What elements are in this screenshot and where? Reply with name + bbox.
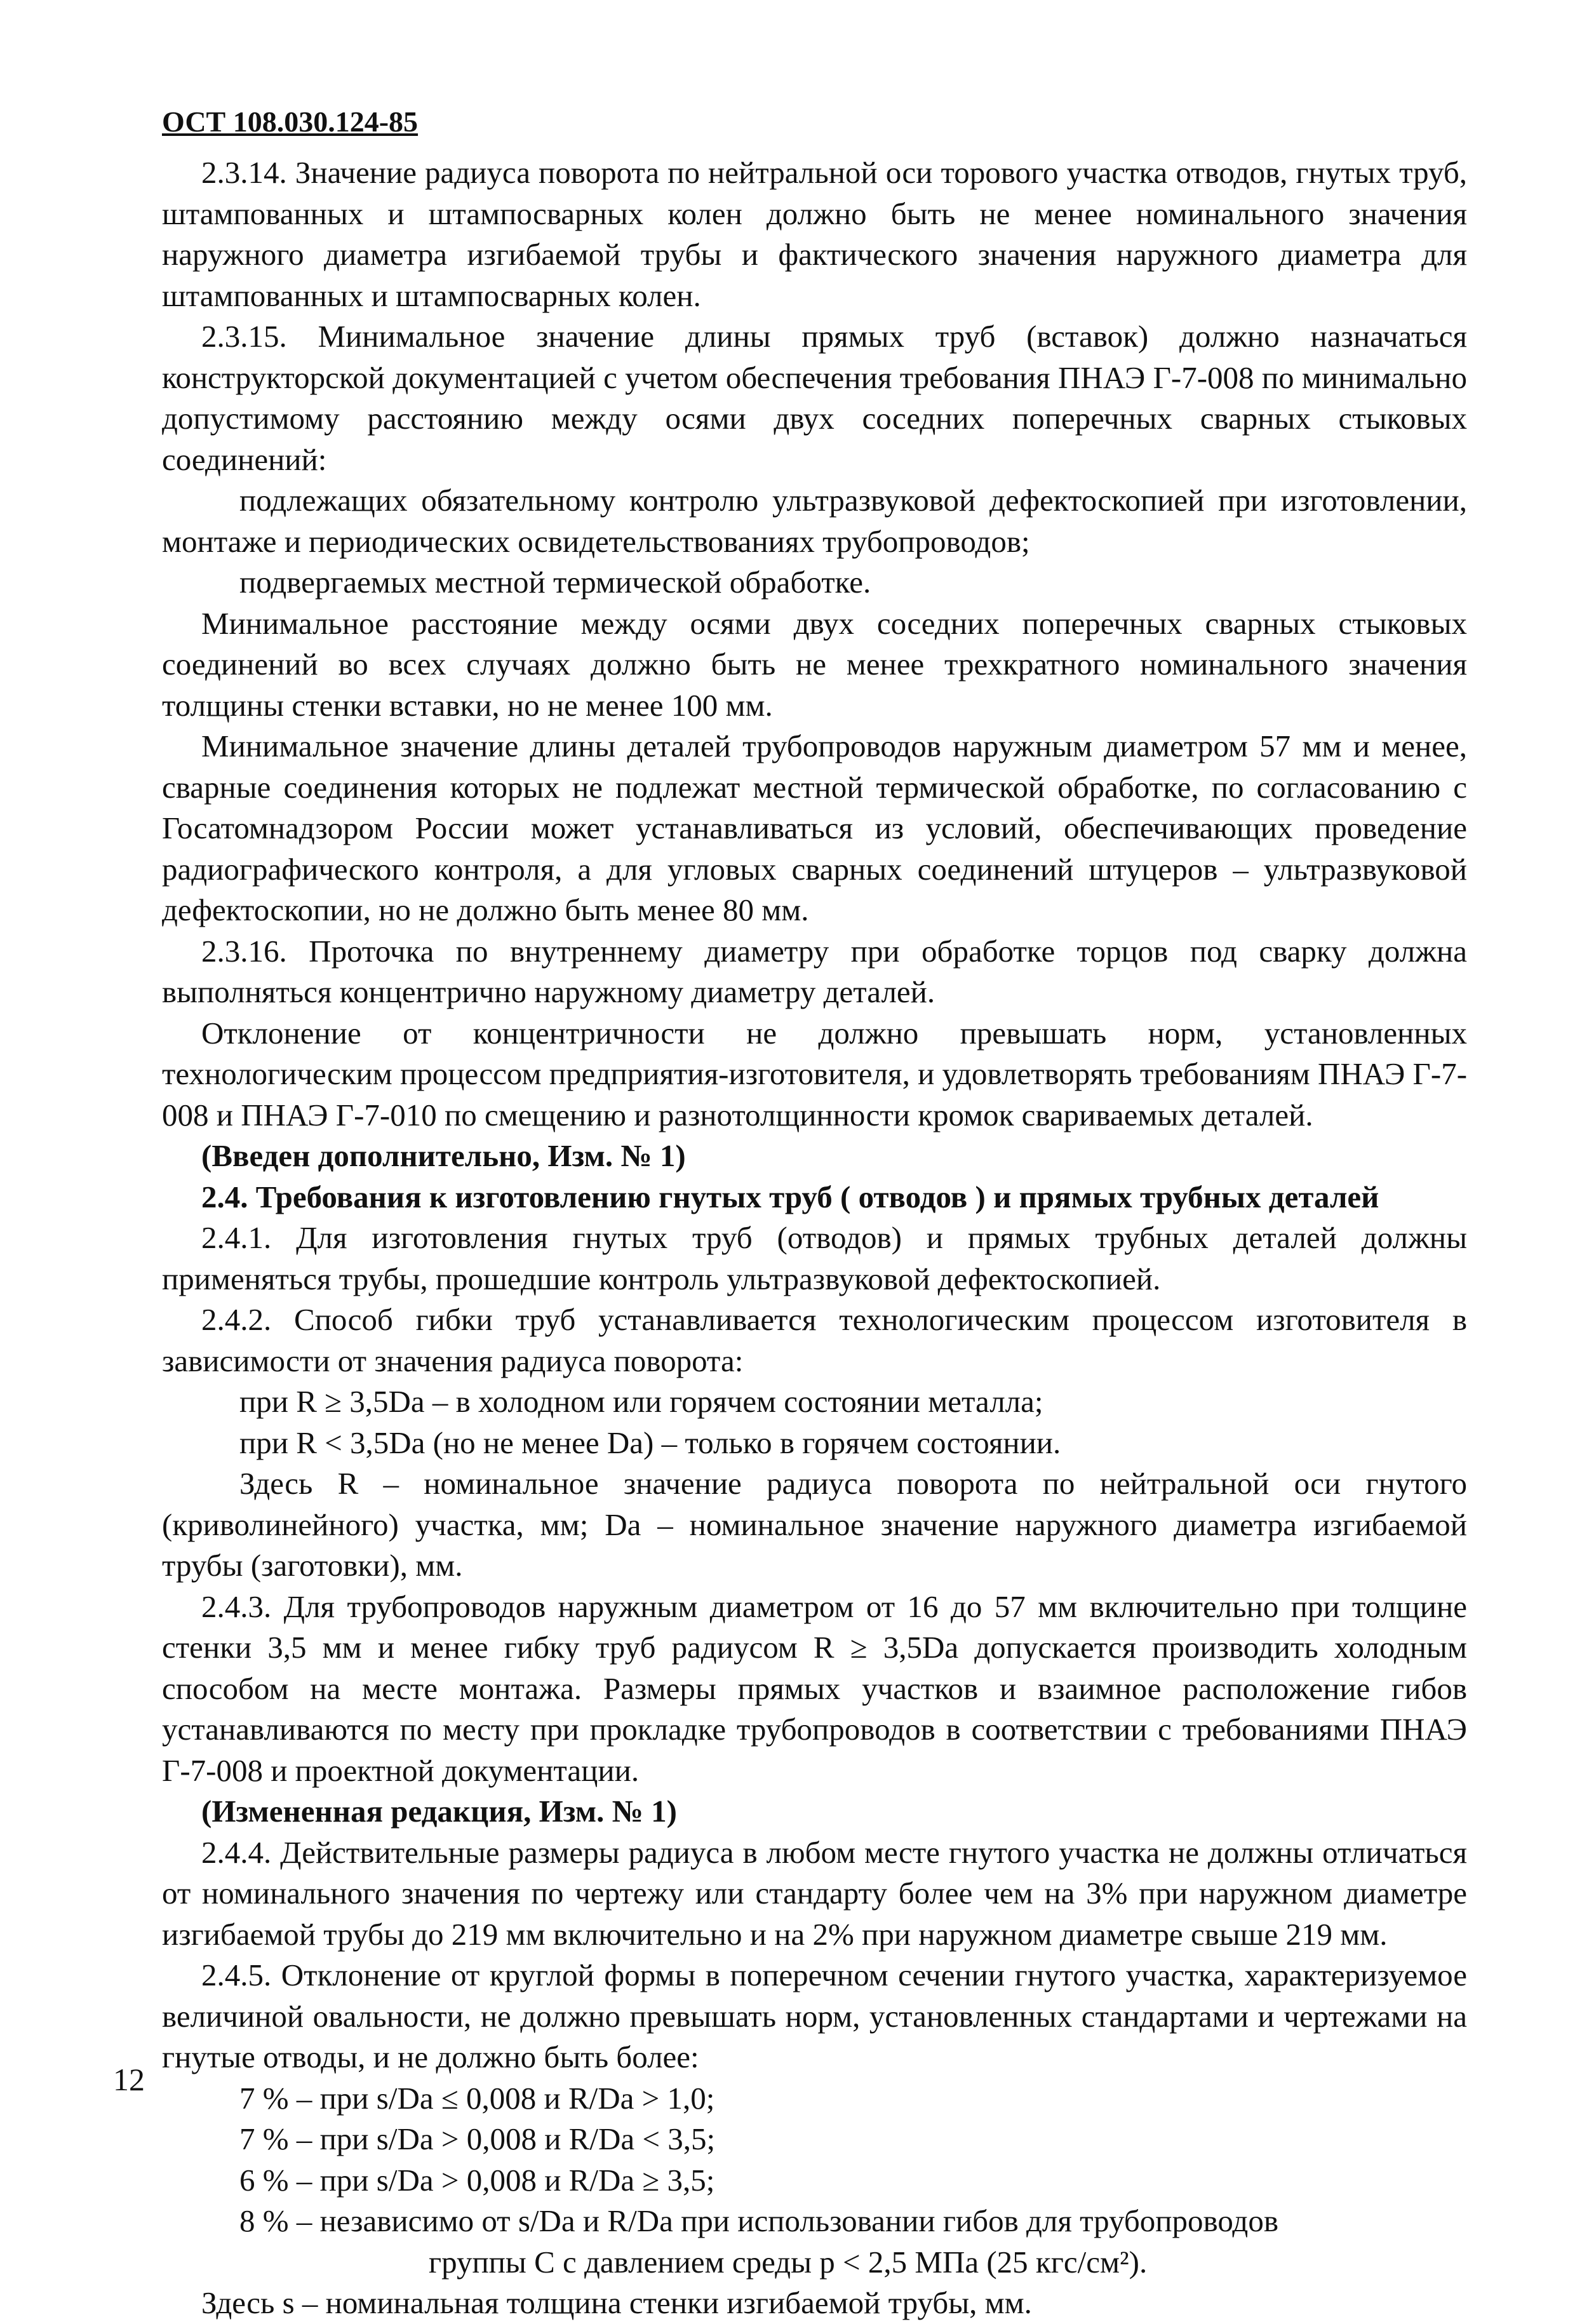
list-item: 7 % – при s/Da ≤ 0,008 и R/Da > 1,0;	[239, 2080, 715, 2116]
amendment-note: (Введен дополнительно, Изм. № 1)	[201, 1138, 686, 1173]
paragraph-2-3-16: 2.3.16. Проточка по внутреннему диаметру при обработке торцов под сварку должна выполняться концентрично наружному диаметру деталей.	[162, 933, 1467, 1009]
paragraph-2-4-3: 2.4.3. Для трубопроводов наружным диаметром от 16 до 57 мм включительно при толщине стенки 3,5 мм и менее гибку труб радиусом R ≥ 3,5Da допускается производить холодным способом на месте монтажа. Размеры прямых участков и взаимное расположение гибов устанавливаются по месту при прокладке трубопроводов в соответствии с требованиями ПНАЭ Г-7-008 и проектной документации.	[162, 1589, 1467, 1788]
section-heading-2-4: 2.4. Требования к изготовлению гнутых труб ( отводов ) и прямых трубных деталей	[201, 1179, 1379, 1214]
paragraph-2-3-14: 2.3.14. Значение радиуса поворота по нейтральной оси торового участка отводов, гнутых труб, штампованных и штампосварных колен должно быть не менее номинального значения наружного диаметра изгибаемой трубы и фактического значения наружного диаметра для штампованных и штампосварных колен.	[162, 155, 1467, 313]
paragraph-2-4-5: 2.4.5. Отклонение от круглой формы в поперечном сечении гнутого участка, характеризуемое величиной овальности, не должно превышать норм, установленных стандартами и чертежами на гнутые отводы, и не должно быть более:	[162, 1958, 1467, 2074]
definition-paragraph: Здесь s – номинальная толщина стенки изгибаемой трубы, мм.	[201, 2285, 1032, 2320]
paragraph-2-3-15: 2.3.15. Минимальное значение длины прямых труб (вставок) должно назначаться конструкторской документацией с учетом обеспечения требования ПНАЭ Г-7-008 по минимально допустимому расстоянию между осями двух соседних поперечных сварных стыковых соединений:	[162, 319, 1467, 477]
page-number: 12	[113, 2062, 145, 2097]
paragraph: Минимальное расстояние между осями двух соседних поперечных сварных стыковых соединений во всех случаях должно быть не менее трехкратного номинального значения толщины стенки вставки, но не менее 100 мм.	[162, 605, 1467, 723]
list-item: 7 % – при s/Da > 0,008 и R/Da < 3,5;	[239, 2121, 716, 2156]
paragraph-2-4-4: 2.4.4. Действительные размеры радиуса в любом месте гнутого участка не должны отличаться от номинального значения по чертежу или стандарту более чем на 3% при наружном диаметре изгибаемой трубы до 219 мм включительно и на 2% при наружном диаметре свыше 219 мм.	[162, 1834, 1467, 1952]
list-item: подлежащих обязательному контролю ультразвуковой дефектоскопией при изготовлении, монтаже и периодических освидетельствованиях трубопроводов;	[162, 483, 1467, 559]
amendment-note: (Измененная редакция, Изм. № 1)	[201, 1794, 677, 1829]
document-header: ОСТ 108.030.124-85	[162, 105, 419, 138]
paragraph: Минимальное значение длины деталей трубопроводов наружным диаметром 57 мм и менее, сварные соединения которых не подлежат местной термической обработке, по согласованию с Госатомнадзором России может устанавливаться из условий, обеспечивающих проведение радиографического контроля, а для угловых сварных соединений штуцеров – ультразвуковой дефектоскопии, но не должно быть менее 80 мм.	[162, 729, 1467, 927]
list-item: 6 % – при s/Da > 0,008 и R/Da ≥ 3,5;	[239, 2162, 715, 2198]
paragraph: Отклонение от концентричности не должно превышать норм, установленных технологическим процессом предприятия-изготовителя, и удовлетворять требованиям ПНАЭ Г-7-008 и ПНАЭ Г-7-010 по смещению и разнотолщинности кромок свариваемых деталей.	[162, 1015, 1468, 1132]
list-item: при R ≥ 3,5Da – в холодном или горячем состоянии металла;	[239, 1384, 1043, 1419]
paragraph-2-4-1: 2.4.1. Для изготовления гнутых труб (отводов) и прямых трубных деталей должны применяться трубы, прошедшие контроль ультразвуковой дефектоскопией.	[162, 1220, 1467, 1296]
definition-paragraph: Здесь R – номинальное значение радиуса поворота по нейтральной оси гнутого (криволинейного) участка, мм; Da – номинальное значение наружного диаметра изгибаемой трубы (заготовки), мм.	[162, 1466, 1467, 1583]
list-item-continuation: группы С с давлением среды p < 2,5 МПа (25 кгс/см²).	[429, 2244, 1148, 2280]
list-item: при R < 3,5Da (но не менее Da) – только в горячем состоянии.	[239, 1425, 1061, 1460]
paragraph-2-4-2: 2.4.2. Способ гибки труб устанавливается технологическим процессом изготовителя в зависимости от значения радиуса поворота:	[162, 1302, 1467, 1378]
list-item: подвергаемых местной термической обработке.	[239, 565, 871, 600]
list-item: 8 % – независимо от s/Da и R/Da при использовании гибов для трубопроводов	[239, 2203, 1278, 2238]
